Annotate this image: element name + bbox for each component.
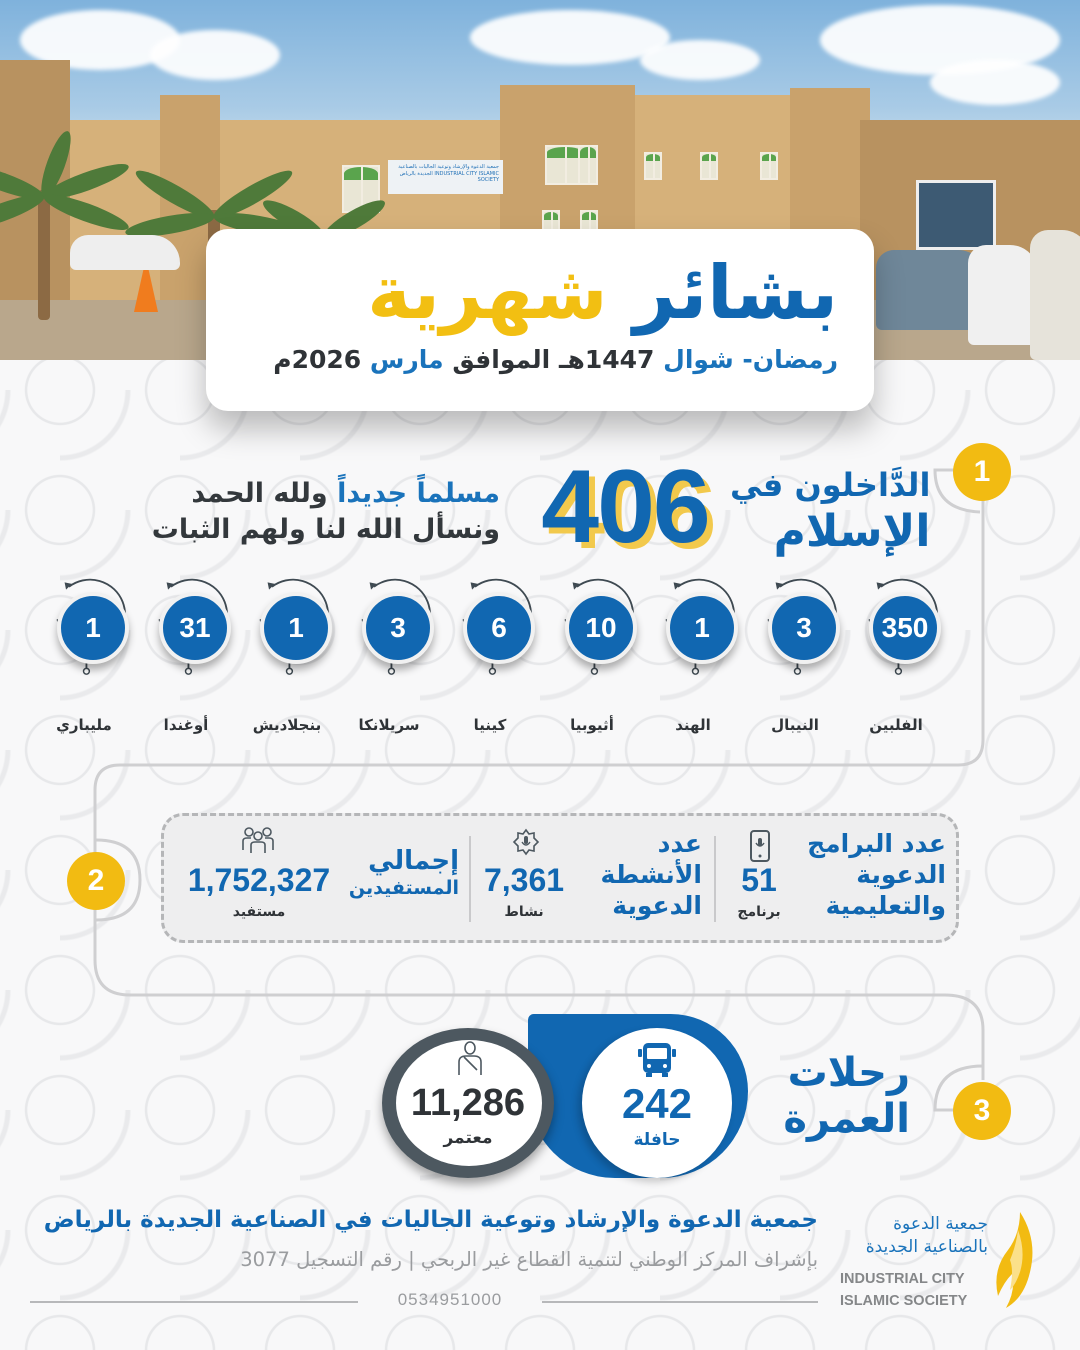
country-item xyxy=(651,578,753,738)
country-count: 1 xyxy=(666,592,738,664)
country-item xyxy=(144,578,246,738)
country-count: 3 xyxy=(768,592,840,664)
country-count: 350 xyxy=(869,592,941,664)
country-item xyxy=(245,578,347,738)
converts-subtitle: مسلماً جديداً ولله الحمد ونسأل الله لنا ولهم الثبات xyxy=(151,478,500,545)
stat-beneficiaries: إجمالي المستفيدين 1,752,327 مستفيد xyxy=(174,816,464,940)
country-item xyxy=(854,578,956,738)
country-item xyxy=(347,578,449,738)
stat-programs-value: 51 xyxy=(741,862,777,898)
phone-mic-icon xyxy=(749,830,771,862)
building-sign: جمعية الدعوة والإرشاد وتوعية الجاليات بالصناعية الجديدة بالرياض INDUSTRIAL CITY ISLAMIC SOCIETY xyxy=(388,160,503,194)
section-2-badge: 2 xyxy=(67,852,125,910)
section-1-badge: 1 xyxy=(953,443,1011,501)
date-line: رمضان- شوال 1447هـ الموافق مارس 2026م xyxy=(273,345,838,374)
country-item xyxy=(753,578,855,738)
country-count: 3 xyxy=(362,592,434,664)
country-name: الفلبين xyxy=(869,716,923,734)
buses-value: 242 xyxy=(621,1080,693,1127)
country-name: أثيوبيا xyxy=(570,716,614,734)
country-count: 1 xyxy=(260,592,332,664)
stat-activities: عدد الأنشطة الدعوية 7,361 نشاط xyxy=(474,816,710,940)
country-count: 31 xyxy=(159,592,231,664)
stat-programs: عدد البرامج الدعوية والتعليمية 51 برنامج xyxy=(724,816,956,940)
stats-panel xyxy=(161,813,959,943)
pilgrims-unit: معتمر xyxy=(443,1128,493,1148)
country-count: 10 xyxy=(565,592,637,664)
country-name: الهند xyxy=(675,716,711,734)
divider xyxy=(469,836,471,922)
country-name: أوغندا xyxy=(163,716,209,734)
stat-activities-value: 7,361 xyxy=(483,862,565,898)
stat-beneficiaries-value: 1,752,327 xyxy=(187,862,331,898)
country-count: 6 xyxy=(463,592,535,664)
phone-number[interactable]: 0534951000 xyxy=(397,1290,503,1309)
umrah-trips-title: رحلات العمرة xyxy=(783,1050,910,1142)
country-item xyxy=(42,578,144,738)
flame-logo-icon xyxy=(990,1210,1040,1310)
phone-row xyxy=(30,1290,818,1314)
logo-arabic-text: جمعية الدعوة بالصناعية الجديدة xyxy=(865,1214,988,1257)
country-name: مليباري xyxy=(56,716,112,734)
section-3-badge: 3 xyxy=(953,1082,1011,1140)
country-item xyxy=(448,578,550,738)
country-count: 1 xyxy=(57,592,129,664)
people-group-icon xyxy=(240,826,276,854)
buses-unit: حافلة xyxy=(633,1130,681,1150)
country-name: كينيا xyxy=(473,716,507,734)
title-word-blue: بشائر xyxy=(633,250,838,336)
logo-english-text: INDUSTRIAL CITY ISLAMIC SOCIETY xyxy=(840,1271,968,1309)
country-item xyxy=(550,578,652,738)
country-name: النيبال xyxy=(771,716,819,734)
title-word-yellow: شهرية xyxy=(367,250,608,336)
country-name: بنجلاديش xyxy=(252,716,322,734)
organization-name: جمعية الدعوة والإرشاد وتوعية الجاليات في الصناعية الجديدة بالرياض xyxy=(43,1207,818,1233)
pilgrims-value: 11,286 xyxy=(410,1082,526,1124)
bus-icon xyxy=(637,1042,677,1078)
divider xyxy=(714,836,716,922)
converts-heading: الدَّاخلون في الإسلام xyxy=(730,466,931,557)
pilgrim-icon xyxy=(455,1040,485,1076)
supervision-note: بإشراف المركز الوطني لتنمية القطاع غير الربحي | رقم التسجيل 3077 xyxy=(240,1248,818,1271)
country-name: سريلانكا xyxy=(358,716,420,734)
mic-badge-icon xyxy=(512,828,540,856)
converts-total: 406 xyxy=(541,449,709,565)
